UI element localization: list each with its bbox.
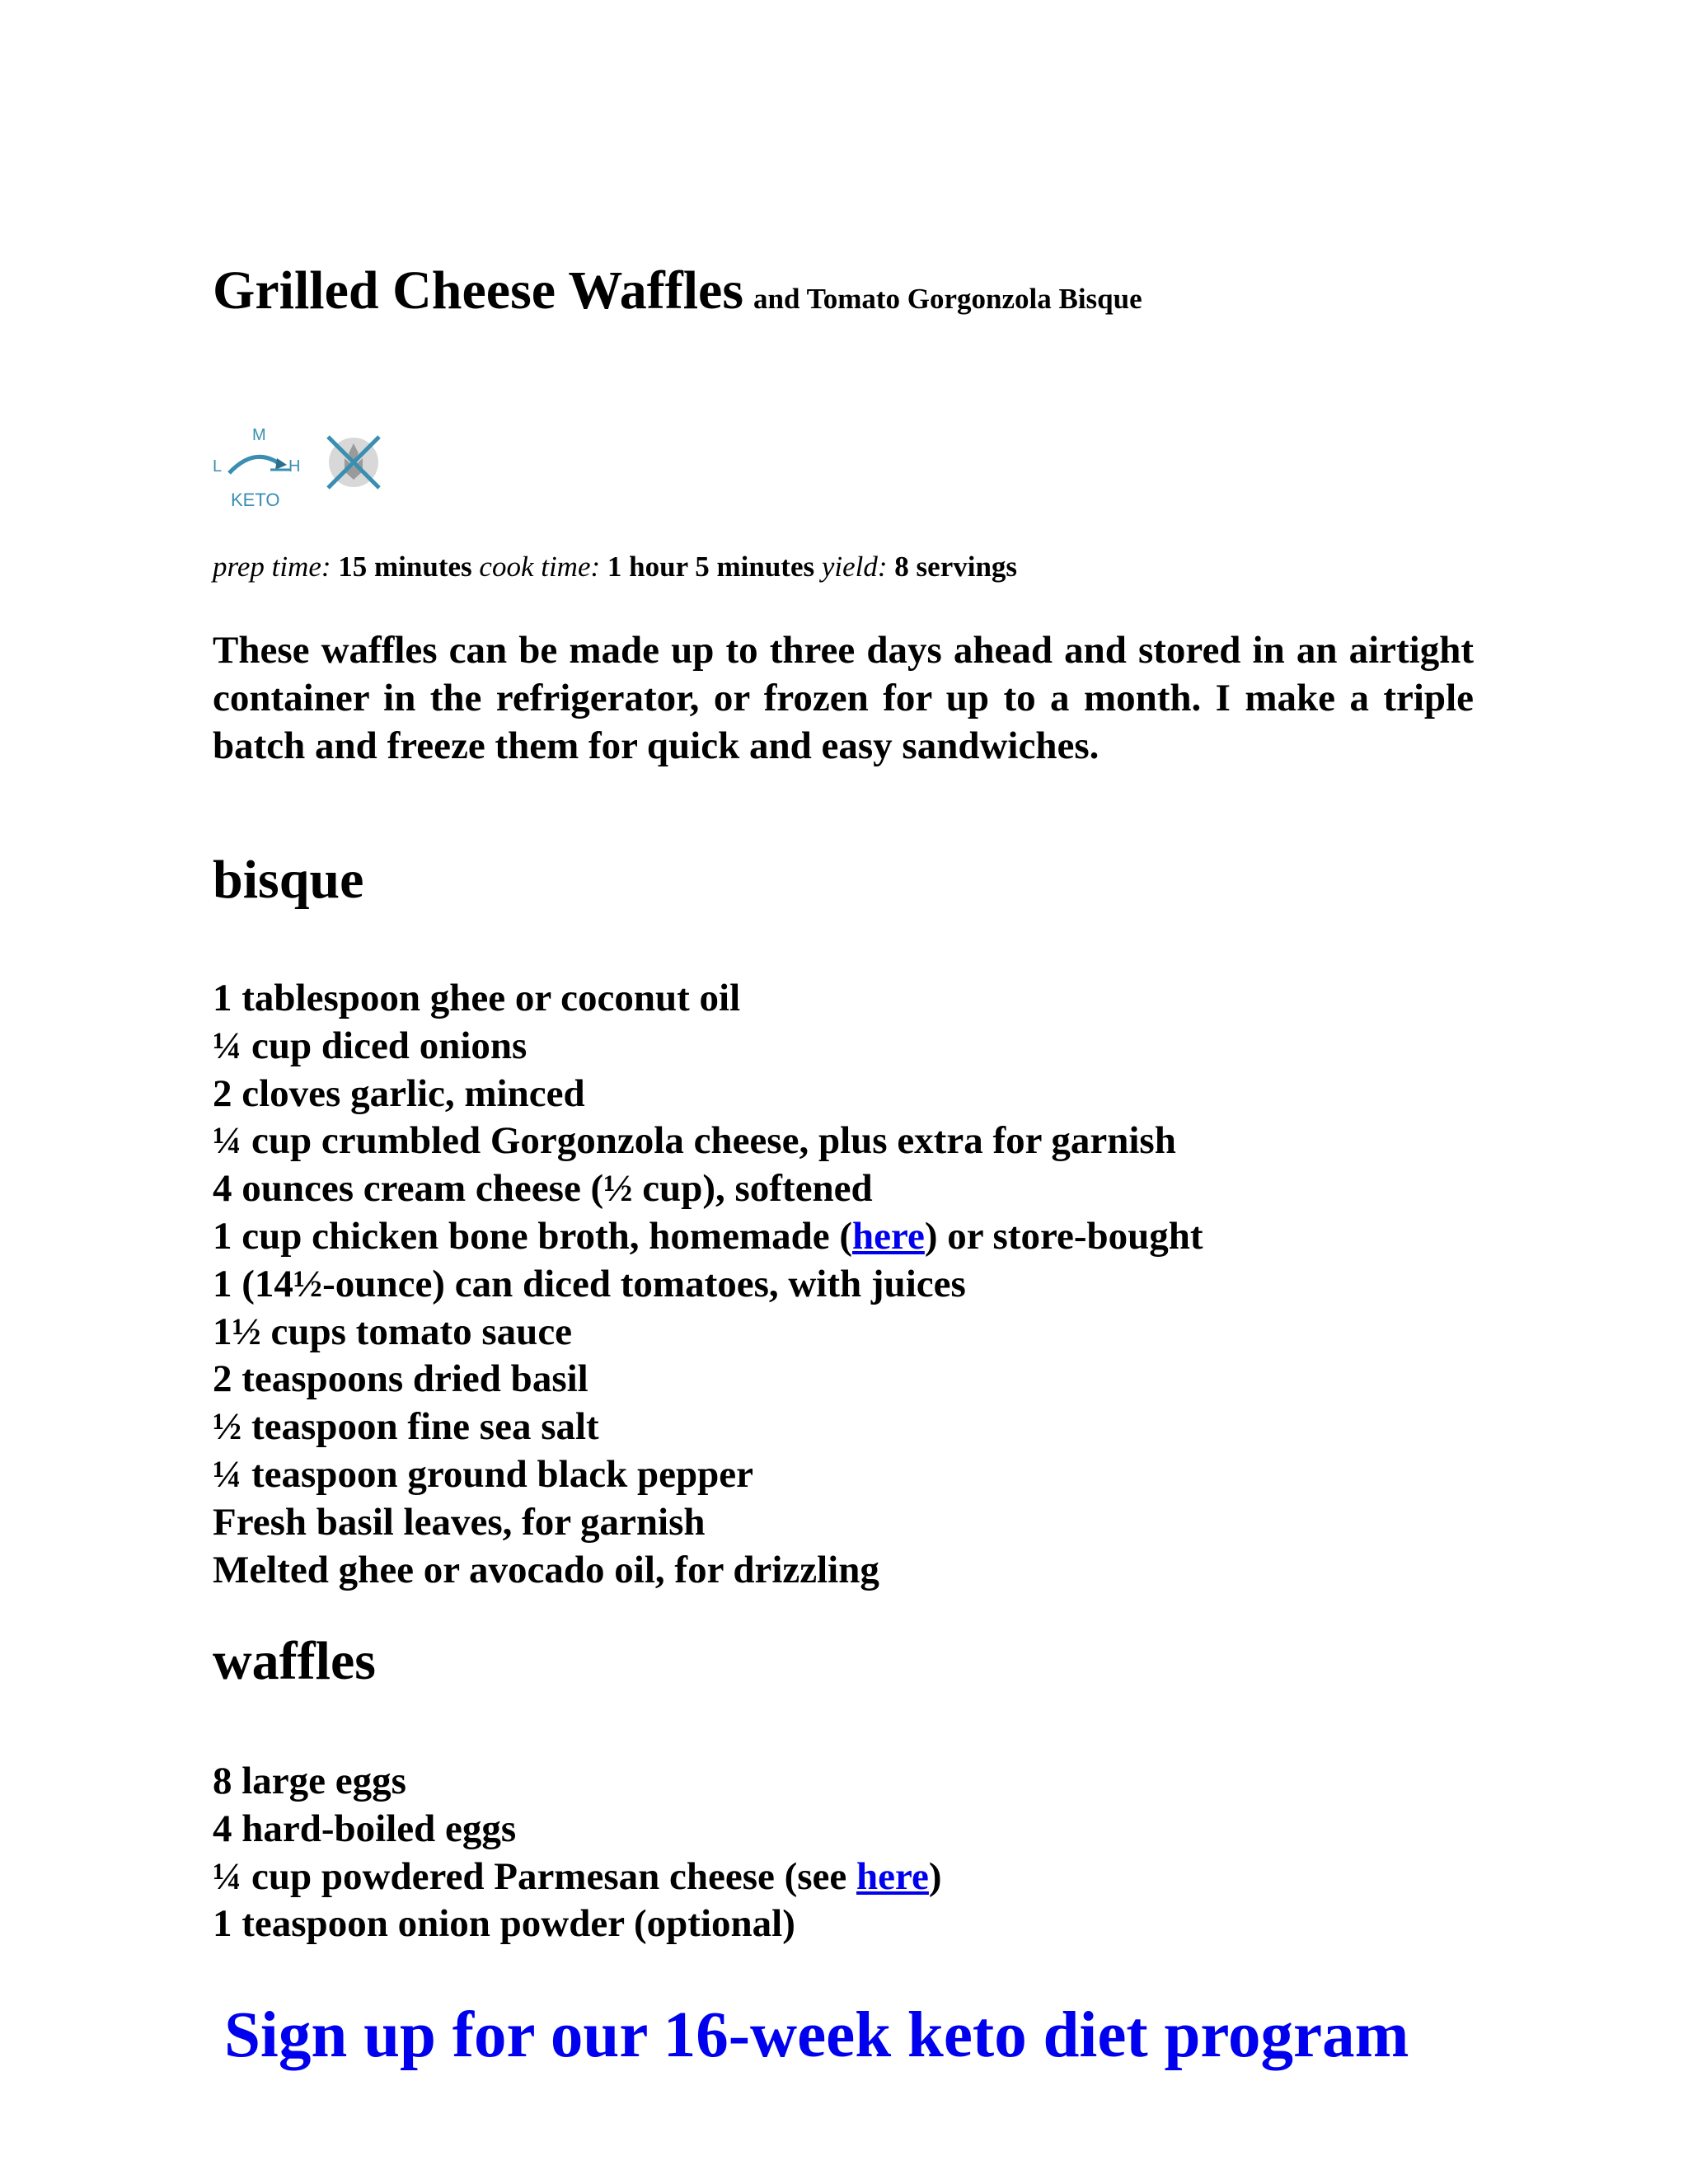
keto-l-label: L: [213, 457, 223, 476]
list-item: 4 ounces cream cheese (½ cup), softened: [213, 1167, 873, 1211]
cook-time-value: 1 hour 5 minutes: [607, 551, 815, 583]
title-subtitle: and Tomato Gorgonzola Bisque: [753, 283, 1142, 315]
list-item: 1 (14½-ounce) can diced tomatoes, with juices: [213, 1262, 966, 1305]
list-item: ¼ teaspoon ground black pepper: [213, 1452, 753, 1496]
yield-value: 8 servings: [894, 551, 1018, 583]
list-item: 1 cup chicken bone broth, homemade (here) or store-bought: [213, 1214, 1203, 1258]
bisque-heading: bisque: [213, 850, 364, 910]
keto-h-label: H: [288, 457, 301, 476]
list-item: ½ teaspoon fine sea salt: [213, 1405, 599, 1449]
list-item: 2 teaspoons dried basil: [213, 1357, 588, 1401]
list-item: 1 teaspoon onion powder (optional): [213, 1902, 795, 1946]
title-main: Grilled Cheese Waffles: [213, 260, 744, 321]
prep-time-label: prep time:: [213, 551, 331, 583]
list-item: Melted ghee or avocado oil, for drizzling: [213, 1548, 879, 1591]
intro-paragraph: These waffles can be made up to three days ahead and stored in an airtight container in the refrigerator, or frozen for up to a month. I make a triple batch and freeze them for quick and easy sandwiches.: [213, 629, 1474, 767]
keto-meter-icon: [213, 422, 307, 513]
prep-time-value: 15 minutes: [338, 551, 472, 583]
waffles-heading: waffles: [213, 1631, 376, 1691]
list-item: 1½ cups tomato sauce: [213, 1310, 573, 1353]
list-item: Fresh basil leaves, for garnish: [213, 1500, 706, 1544]
signup-cta-link[interactable]: Sign up for our 16-week keto diet program: [224, 1999, 1409, 2071]
list-item: 2 cloves garlic, minced: [213, 1071, 585, 1115]
keto-m-label: M: [252, 426, 266, 444]
keto-text-label: KETO: [231, 490, 280, 510]
no-gluten-icon: [320, 429, 387, 496]
bisque-ingredient-list: [213, 975, 1203, 1594]
recipe-title: [213, 260, 1142, 322]
list-item: ¼ cup powdered Parmesan cheese (see here): [213, 1854, 942, 1898]
parmesan-here-link[interactable]: here: [856, 1854, 929, 1898]
list-item: 1 tablespoon ghee or coconut oil: [213, 977, 741, 1019]
yield-label: yield:: [821, 551, 888, 583]
cook-time-label: cook time:: [479, 551, 601, 583]
list-item: 4 hard-boiled eggs: [213, 1807, 517, 1850]
broth-here-link[interactable]: here: [851, 1214, 925, 1258]
waffles-ingredient-list: [213, 1758, 942, 1948]
list-item: 8 large eggs: [213, 1760, 406, 1802]
list-item: ¼ cup crumbled Gorgonzola cheese, plus extra for garnish: [213, 1119, 1176, 1163]
recipe-meta: [213, 551, 1017, 583]
list-item: ¼ cup diced onions: [213, 1024, 528, 1067]
